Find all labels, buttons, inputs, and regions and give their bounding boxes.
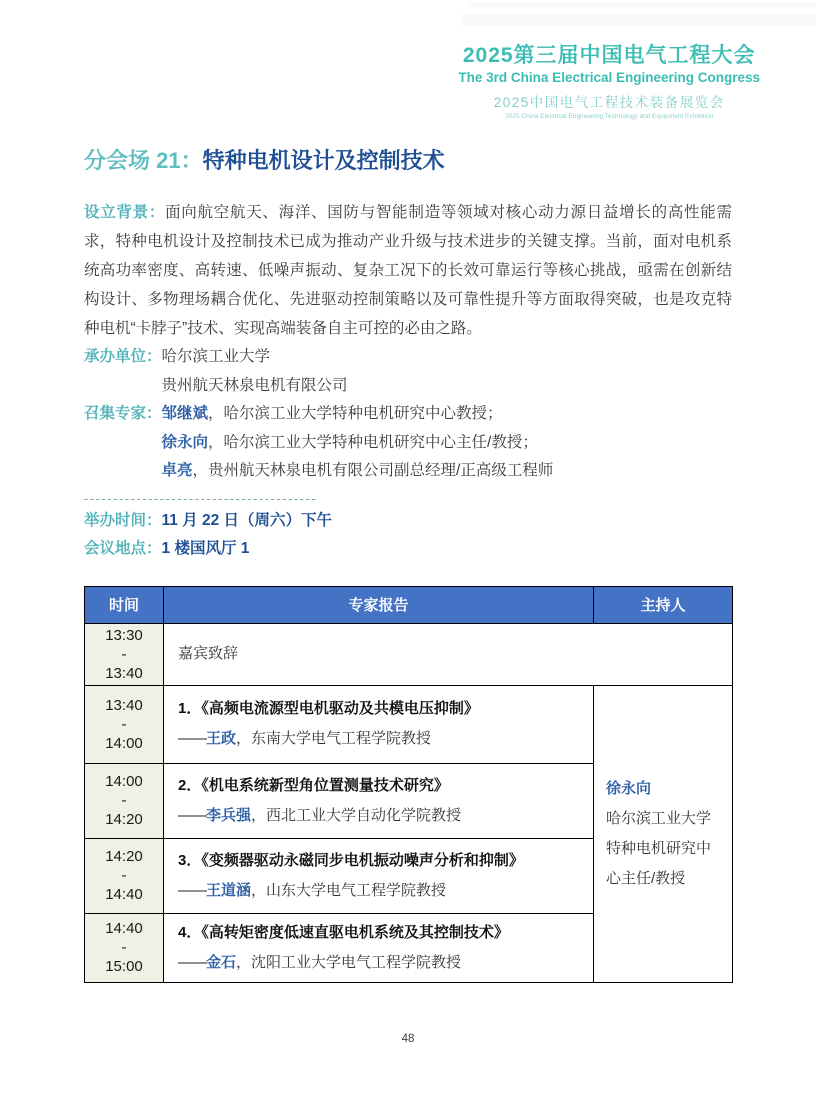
background-label: 设立背景： xyxy=(84,204,166,221)
organizer-label: 承办单位： xyxy=(84,348,162,365)
time-cell xyxy=(85,685,164,763)
convener-item xyxy=(162,457,732,486)
page-number: 48 xyxy=(401,1033,415,1045)
time-dash: - xyxy=(121,867,127,884)
talk-title: 4．《高转矩密度低速直驱电机系统及其控制技术》 xyxy=(178,923,509,941)
talk-speaker-line xyxy=(178,805,583,827)
time-cell xyxy=(85,763,164,838)
time-start: 14:40 xyxy=(105,920,143,937)
time-dash: - xyxy=(121,939,127,956)
talk-speaker-line xyxy=(178,952,583,974)
background-paragraph xyxy=(84,198,732,343)
time-end: 14:00 xyxy=(105,734,143,752)
convener-item xyxy=(162,429,732,458)
time-cell xyxy=(85,623,164,685)
convener-name: 卓亮 xyxy=(161,462,193,479)
speaker-affiliation: ，东南大学电气工程学院教授 xyxy=(236,730,432,747)
background-text: 面向航空航天、海洋、国防与智能制造等领域对核心动力源日益增长的高性能需求，特种电机设计及控制技术已成为推动产业升级与技术进步的关键支撑。当前，面对电机系统高功率密度、高转速、低噪声振动、复杂工况下的长效可靠运行等核心挑战，亟需在创新结构设计、多物理场耦合优化、先进驱动控制策略以及可靠性提升等方面取得突破，也是攻克特种电机“卡脖子”技术、实现高端装备自主可控的必由之路。 xyxy=(84,204,732,337)
time-dash: - xyxy=(121,715,127,733)
speaker-dash: —— xyxy=(178,881,206,899)
talk-speaker-line xyxy=(178,728,583,750)
dashed-divider: ---------------------------------------- xyxy=(84,490,318,506)
logo-title-en: The 3rd China Electrical Engineering Congress xyxy=(458,70,760,86)
moderator-name: 徐永向 xyxy=(606,779,652,797)
page-content xyxy=(84,147,732,983)
speaker-name: 王道涵 xyxy=(206,881,252,899)
time-start: 14:00 xyxy=(105,773,143,790)
event-time-label: 举办时间： xyxy=(84,511,162,529)
convener-desc: ，哈尔滨工业大学特种电机研究中心主任/教授； xyxy=(208,433,538,451)
speaker-affiliation: ，山东大学电气工程学院教授 xyxy=(251,881,447,899)
event-time-row xyxy=(84,507,732,536)
talk-cell xyxy=(164,763,594,838)
organizer-item: 贵州航天林泉电机有限公司 xyxy=(161,376,348,394)
logo-subtitle-en: 2025 China Electrical Engineering Technology and Equipment Exhibition xyxy=(505,113,714,121)
column-header-moderator: 主持人 xyxy=(594,586,733,623)
talk-cell xyxy=(164,913,594,982)
talk-title: 1．《高频电流源型电机驱动及共模电压抑制》 xyxy=(178,700,479,717)
talk-speaker-line xyxy=(178,880,583,902)
time-start: 13:40 xyxy=(105,696,143,714)
session-title xyxy=(84,147,732,175)
convener-item xyxy=(162,400,732,429)
time-end: 14:40 xyxy=(105,886,143,903)
session-topic: 特种电机设计及控制技术 xyxy=(202,148,445,173)
conveners-row xyxy=(84,400,732,486)
table-row xyxy=(85,623,733,685)
time-dash: - xyxy=(121,792,127,809)
table-header-row xyxy=(85,586,733,623)
talk-cell xyxy=(164,838,594,913)
speaker-dash: —— xyxy=(178,953,206,971)
speaker-dash: —— xyxy=(178,730,206,747)
event-venue-value: 1 楼国风厅 1 xyxy=(161,540,250,557)
opening-title: 嘉宾致辞 xyxy=(178,645,239,662)
congress-logo xyxy=(458,44,760,121)
logo-subtitle-cn: 2025中国电气工程技术装备展览会 xyxy=(493,94,725,110)
moderator-desc: 哈尔滨工业大学特种电机研究中心主任/教授 xyxy=(606,809,712,887)
convener-name: 邹继斌 xyxy=(161,405,209,422)
time-start: 13:30 xyxy=(105,626,143,644)
talk-title: 2．《机电系统新型角位置测量技术研究》 xyxy=(178,776,449,794)
time-end: 14:20 xyxy=(105,811,143,828)
event-venue-label: 会议地点： xyxy=(84,540,162,557)
speaker-affiliation: ，沈阳工业大学电气工程学院教授 xyxy=(236,953,462,971)
time-end: 13:40 xyxy=(105,664,143,682)
time-end: 15:00 xyxy=(105,958,143,975)
convener-name: 徐永向 xyxy=(161,433,209,451)
logo-title-cn: 2025第三届中国电气工程大会 xyxy=(462,44,756,67)
time-start: 14:20 xyxy=(105,848,143,865)
event-venue-row xyxy=(84,535,732,564)
convener-desc: ，贵州航天林泉电机有限公司副总经理/正高级工程师 xyxy=(192,462,554,479)
organizer-row xyxy=(84,343,732,400)
column-header-talk: 专家报告 xyxy=(164,586,594,623)
header-band-decor xyxy=(462,14,816,26)
speaker-name: 王政 xyxy=(206,730,237,747)
time-dash: - xyxy=(121,645,127,663)
speaker-name: 金石 xyxy=(206,953,237,971)
time-cell xyxy=(85,913,164,982)
talk-cell xyxy=(164,685,594,763)
program-table xyxy=(84,586,733,983)
speaker-dash: —— xyxy=(178,806,206,824)
table-row xyxy=(85,685,733,763)
header-band-decor xyxy=(468,2,816,9)
speaker-affiliation: ，西北工业大学自动化学院教授 xyxy=(251,806,462,824)
opening-cell xyxy=(164,623,733,685)
speaker-name: 李兵强 xyxy=(206,806,252,824)
moderator-cell xyxy=(594,685,733,982)
column-header-time: 时间 xyxy=(85,586,164,623)
time-cell xyxy=(85,838,164,913)
session-number: 分会场 21： xyxy=(84,148,203,173)
event-time-value: 11 月 22 日（周六）下午 xyxy=(161,511,333,529)
conveners-label: 召集专家： xyxy=(84,405,162,422)
organizer-item: 哈尔滨工业大学 xyxy=(161,348,271,365)
talk-title: 3．《变频器驱动永磁同步电机振动噪声分析和抑制》 xyxy=(178,851,524,869)
convener-desc: ，哈尔滨工业大学特种电机研究中心教授； xyxy=(208,405,503,422)
